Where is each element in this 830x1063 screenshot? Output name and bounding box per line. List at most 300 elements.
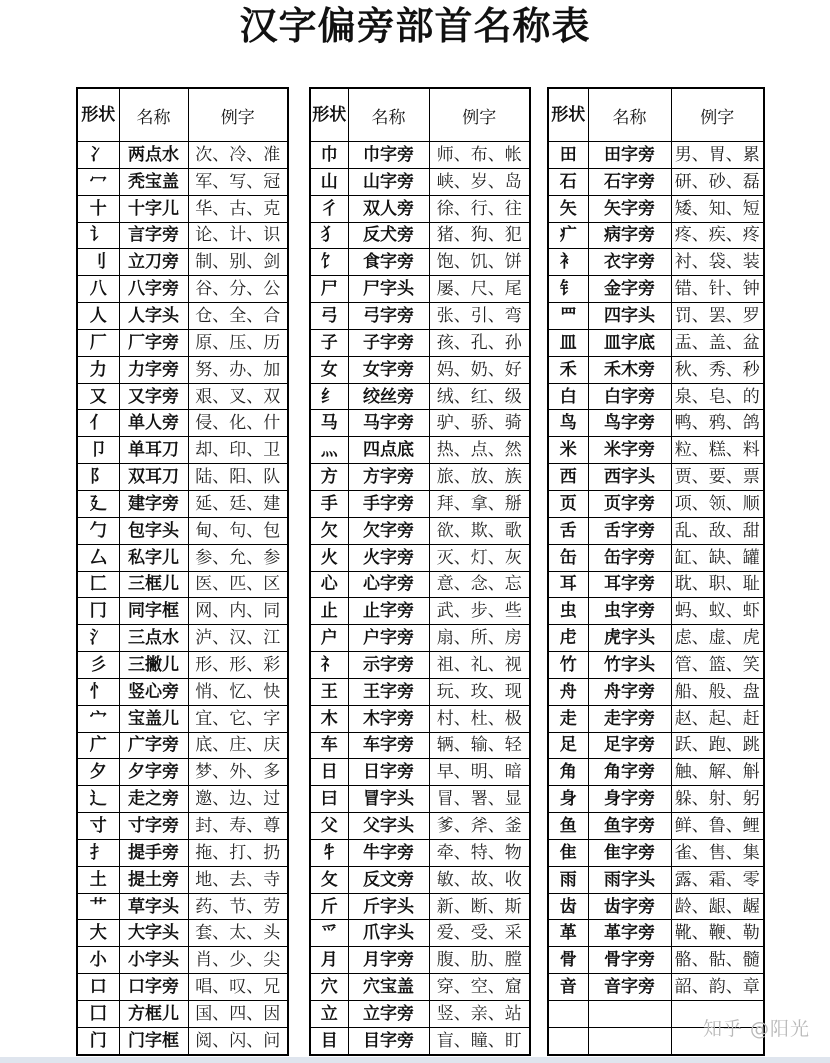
radical-name: 西字头 xyxy=(588,464,671,491)
table-row xyxy=(310,598,530,625)
radical-shape: 子 xyxy=(310,329,348,356)
radical-shape: 缶 xyxy=(548,544,588,571)
table-row xyxy=(77,356,288,383)
table-row xyxy=(310,974,530,1001)
table-row xyxy=(548,974,764,1001)
table-row xyxy=(548,571,764,598)
table-row xyxy=(548,356,764,383)
radical-name: 寸字旁 xyxy=(119,813,188,840)
radical-shape: 西 xyxy=(548,464,588,491)
radical-name: 厂字旁 xyxy=(119,329,188,356)
radical-name: 言字旁 xyxy=(119,222,188,249)
table-row xyxy=(310,866,530,893)
radical-name: 欠字旁 xyxy=(348,517,429,544)
table-row xyxy=(548,464,764,491)
radical-shape: 力 xyxy=(77,356,119,383)
table-row xyxy=(548,222,764,249)
radical-name: 同字框 xyxy=(119,598,188,625)
radical-name: 私字儿 xyxy=(119,544,188,571)
radical-examples: 龄、龈、龌 xyxy=(671,893,764,920)
header-examples: 例字 xyxy=(188,88,288,142)
table-row xyxy=(77,249,288,276)
watermark: 知乎 @阳光 xyxy=(702,1018,810,1040)
radical-shape: 户 xyxy=(310,625,348,652)
radical-name: 禾木旁 xyxy=(588,356,671,383)
radical-examples: 拖、打、扔 xyxy=(188,839,288,866)
table-row xyxy=(77,1027,288,1054)
radical-shape: 王 xyxy=(310,678,348,705)
radical-examples: 徐、行、往 xyxy=(429,195,530,222)
radical-shape: 米 xyxy=(548,437,588,464)
table-row xyxy=(548,678,764,705)
radical-examples: 缸、缺、罐 xyxy=(671,544,764,571)
radical-shape: 广 xyxy=(77,732,119,759)
table-row xyxy=(548,732,764,759)
table-header-row xyxy=(77,88,288,142)
radical-examples: 饱、饥、饼 xyxy=(429,249,530,276)
radical-shape: 犭 xyxy=(310,222,348,249)
radical-name: 门字框 xyxy=(119,1027,188,1054)
radical-shape: 八 xyxy=(77,276,119,303)
radical-shape: 舌 xyxy=(548,517,588,544)
radical-name: 病字旁 xyxy=(588,222,671,249)
radical-examples: 穿、空、窟 xyxy=(429,974,530,1001)
table-row xyxy=(310,1001,530,1028)
radical-shape: 鸟 xyxy=(548,410,588,437)
header-examples: 例字 xyxy=(429,88,530,142)
radical-name: 口字旁 xyxy=(119,974,188,1001)
radical-name: 人字头 xyxy=(119,303,188,330)
radical-shape: 疒 xyxy=(548,222,588,249)
radical-name: 山字旁 xyxy=(348,168,429,195)
table-row xyxy=(548,893,764,920)
table-row xyxy=(77,544,288,571)
radical-name: 月字旁 xyxy=(348,947,429,974)
radical-examples: 耽、职、耻 xyxy=(671,571,764,598)
radical-examples: 妈、奶、好 xyxy=(429,356,530,383)
table-row xyxy=(310,839,530,866)
radical-shape: 饣 xyxy=(310,249,348,276)
radical-name: 立刀旁 xyxy=(119,249,188,276)
radical-name: 目字旁 xyxy=(348,1027,429,1054)
radical-examples: 华、古、克 xyxy=(188,195,288,222)
table-row xyxy=(548,705,764,732)
radical-shape: 大 xyxy=(77,920,119,947)
radical-examples: 原、压、历 xyxy=(188,329,288,356)
radical-shape: 彡 xyxy=(77,652,119,679)
table-row xyxy=(548,839,764,866)
radical-name: 提土旁 xyxy=(119,866,188,893)
table-row xyxy=(548,303,764,330)
radical-examples: 陆、阳、队 xyxy=(188,464,288,491)
table-row xyxy=(310,142,530,169)
radical-name: 草字头 xyxy=(119,893,188,920)
radical-shape: 讠 xyxy=(77,222,119,249)
radical-shape: 火 xyxy=(310,544,348,571)
radical-name: 户字旁 xyxy=(348,625,429,652)
radical-name: 绞丝旁 xyxy=(348,383,429,410)
radical-examples: 邀、边、过 xyxy=(188,786,288,813)
radical-shape: 立 xyxy=(310,1001,348,1028)
radical-shape: 小 xyxy=(77,947,119,974)
radical-examples: 努、办、加 xyxy=(188,356,288,383)
radical-shape: 隹 xyxy=(548,839,588,866)
radical-shape: 虫 xyxy=(548,598,588,625)
radical-shape: 革 xyxy=(548,920,588,947)
table-row xyxy=(310,813,530,840)
radical-shape: 页 xyxy=(548,490,588,517)
radical-examples: 师、布、帐 xyxy=(429,142,530,169)
radical-name: 力字旁 xyxy=(119,356,188,383)
radical-shape: 纟 xyxy=(310,383,348,410)
radical-examples: 唱、叹、兄 xyxy=(188,974,288,1001)
table-row xyxy=(77,222,288,249)
radical-shape: 攵 xyxy=(310,866,348,893)
radical-examples: 祖、礼、视 xyxy=(429,652,530,679)
radical-name: 走之旁 xyxy=(119,786,188,813)
radical-shape: 夕 xyxy=(77,759,119,786)
radical-name: 方框儿 xyxy=(119,1001,188,1028)
radical-examples: 旅、放、族 xyxy=(429,464,530,491)
radical-name: 竖心旁 xyxy=(119,678,188,705)
radical-examples: 粒、糕、料 xyxy=(671,437,764,464)
table-row xyxy=(310,329,530,356)
page-title: 汉字偏旁部首名称表 xyxy=(239,4,591,48)
table-row xyxy=(310,678,530,705)
radical-shape: 十 xyxy=(77,195,119,222)
radical-shape: 忄 xyxy=(77,678,119,705)
table-row xyxy=(310,571,530,598)
radical-name: 穴宝盖 xyxy=(348,974,429,1001)
radical-name: 鸟字旁 xyxy=(588,410,671,437)
radical-name: 反文旁 xyxy=(348,866,429,893)
table-row xyxy=(77,168,288,195)
radical-examples: 宜、它、字 xyxy=(188,705,288,732)
radical-examples: 艰、叉、双 xyxy=(188,383,288,410)
radical-shape: 骨 xyxy=(548,947,588,974)
radical-shape: 雨 xyxy=(548,866,588,893)
radical-examples: 谷、分、公 xyxy=(188,276,288,303)
radical-shape: 日 xyxy=(310,759,348,786)
bottom-bar xyxy=(0,1057,830,1063)
table-row xyxy=(310,195,530,222)
radical-name: 骨字旁 xyxy=(588,947,671,974)
radical-name: 又字旁 xyxy=(119,383,188,410)
radical-name: 秃宝盖 xyxy=(119,168,188,195)
radical-shape: 身 xyxy=(548,786,588,813)
radical-name: 石字旁 xyxy=(588,168,671,195)
header-shape: 形状 xyxy=(77,88,119,142)
radical-name: 子字旁 xyxy=(348,329,429,356)
radical-examples: 赵、起、赶 xyxy=(671,705,764,732)
radical-shape: 欠 xyxy=(310,517,348,544)
radical-shape: 月 xyxy=(310,947,348,974)
radical-shape: 土 xyxy=(77,866,119,893)
table-row xyxy=(77,759,288,786)
radical-name: 立字旁 xyxy=(348,1001,429,1028)
radical-shape: 宀 xyxy=(77,705,119,732)
radical-examples: 腹、肋、膛 xyxy=(429,947,530,974)
radical-name: 大字头 xyxy=(119,920,188,947)
radical-name: 竹字头 xyxy=(588,652,671,679)
radical-name: 止字旁 xyxy=(348,598,429,625)
radical-shape: 角 xyxy=(548,759,588,786)
radical-name: 三点水 xyxy=(119,625,188,652)
radical-examples: 早、明、暗 xyxy=(429,759,530,786)
radical-name: 手字旁 xyxy=(348,490,429,517)
radical-examples: 雀、售、集 xyxy=(671,839,764,866)
radical-shape: 田 xyxy=(548,142,588,169)
radical-shape: 爫 xyxy=(310,920,348,947)
radical-name: 广字旁 xyxy=(119,732,188,759)
radical-name: 父字头 xyxy=(348,813,429,840)
radical-shape: 刂 xyxy=(77,249,119,276)
radical-examples: 张、引、弯 xyxy=(429,303,530,330)
radical-name: 田字旁 xyxy=(588,142,671,169)
table-row xyxy=(310,410,530,437)
table-row xyxy=(548,786,764,813)
radical-examples: 药、节、劳 xyxy=(188,893,288,920)
radical-name: 虫字旁 xyxy=(588,598,671,625)
radical-shape: 鱼 xyxy=(548,813,588,840)
table-row xyxy=(310,490,530,517)
radical-examples: 疼、疾、疼 xyxy=(671,222,764,249)
table-row xyxy=(548,329,764,356)
radical-shape: 牜 xyxy=(310,839,348,866)
radical-examples: 靴、鞭、勒 xyxy=(671,920,764,947)
table-row xyxy=(310,732,530,759)
radical-examples: 鲜、鲁、鲤 xyxy=(671,813,764,840)
table-row xyxy=(310,222,530,249)
radical-examples: 敏、故、收 xyxy=(429,866,530,893)
table-row xyxy=(548,168,764,195)
radical-examples: 跃、跑、跳 xyxy=(671,732,764,759)
table-row xyxy=(77,652,288,679)
radical-name: 米字旁 xyxy=(588,437,671,464)
radical-examples: 牵、特、物 xyxy=(429,839,530,866)
radical-table-1 xyxy=(76,87,289,1056)
radical-name: 日字旁 xyxy=(348,759,429,786)
radical-name: 包字头 xyxy=(119,517,188,544)
radical-examples: 辆、输、轻 xyxy=(429,732,530,759)
radical-name: 舌字旁 xyxy=(588,517,671,544)
radical-name: 两点水 xyxy=(119,142,188,169)
radical-shape: 女 xyxy=(310,356,348,383)
radical-name: 齿字旁 xyxy=(588,893,671,920)
table-row xyxy=(77,329,288,356)
radical-name: 三框儿 xyxy=(119,571,188,598)
radical-name: 角字旁 xyxy=(588,759,671,786)
radical-shape: 勹 xyxy=(77,517,119,544)
table-row xyxy=(310,544,530,571)
radical-examples: 参、允、参 xyxy=(188,544,288,571)
header-name: 名称 xyxy=(119,88,188,142)
radical-examples: 矮、知、短 xyxy=(671,195,764,222)
radical-examples: 露、霜、零 xyxy=(671,866,764,893)
table-row xyxy=(77,598,288,625)
radical-examples: 次、冷、准 xyxy=(188,142,288,169)
radical-shape: 耳 xyxy=(548,571,588,598)
table-row xyxy=(548,947,764,974)
radical-examples: 韶、韵、章 xyxy=(671,974,764,1001)
radical-name: 巾字旁 xyxy=(348,142,429,169)
table-row xyxy=(77,410,288,437)
radical-examples: 底、庄、庆 xyxy=(188,732,288,759)
radical-name: 建字旁 xyxy=(119,490,188,517)
radical-name: 单耳刀 xyxy=(119,437,188,464)
header-shape: 形状 xyxy=(310,88,348,142)
radical-name: 三撇儿 xyxy=(119,652,188,679)
table-row xyxy=(310,383,530,410)
table-row xyxy=(310,249,530,276)
table-row xyxy=(548,517,764,544)
table-row xyxy=(310,437,530,464)
radical-examples: 梦、外、多 xyxy=(188,759,288,786)
radical-shape: 心 xyxy=(310,571,348,598)
radical-shape: 人 xyxy=(77,303,119,330)
radical-shape: 竹 xyxy=(548,652,588,679)
radical-shape: 音 xyxy=(548,974,588,1001)
radical-examples: 猪、狗、犯 xyxy=(429,222,530,249)
radical-name: 方字旁 xyxy=(348,464,429,491)
radical-shape: 冫 xyxy=(77,142,119,169)
radical-examples: 泸、汉、江 xyxy=(188,625,288,652)
table-row xyxy=(548,625,764,652)
radical-shape: 方 xyxy=(310,464,348,491)
radical-shape: 白 xyxy=(548,383,588,410)
radical-shape: 亻 xyxy=(77,410,119,437)
radical-examples: 侵、化、什 xyxy=(188,410,288,437)
table-row xyxy=(548,866,764,893)
radical-name: 车字旁 xyxy=(348,732,429,759)
table-row xyxy=(548,598,764,625)
radical-shape: 皿 xyxy=(548,329,588,356)
radical-name: 女字旁 xyxy=(348,356,429,383)
radical-shape: 灬 xyxy=(310,437,348,464)
radical-examples: 套、太、头 xyxy=(188,920,288,947)
radical-name: 四字头 xyxy=(588,303,671,330)
radical-name: 提手旁 xyxy=(119,839,188,866)
table-row xyxy=(548,544,764,571)
radical-shape: 冂 xyxy=(77,598,119,625)
radical-name: 耳字旁 xyxy=(588,571,671,598)
table-row xyxy=(310,705,530,732)
radical-shape: 门 xyxy=(77,1027,119,1054)
radical-shape: 扌 xyxy=(77,839,119,866)
radical-shape: 矢 xyxy=(548,195,588,222)
radical-name: 革字旁 xyxy=(588,920,671,947)
radical-examples: 军、写、冠 xyxy=(188,168,288,195)
table-row xyxy=(548,249,764,276)
radical-shape: 氵 xyxy=(77,625,119,652)
radical-name: 弓字旁 xyxy=(348,303,429,330)
radical-examples: 制、别、剑 xyxy=(188,249,288,276)
radical-examples: 封、寿、尊 xyxy=(188,813,288,840)
radical-shape: 尸 xyxy=(310,276,348,303)
table-row xyxy=(77,195,288,222)
table-row xyxy=(77,490,288,517)
radical-table-2 xyxy=(309,87,531,1056)
radical-shape: 齿 xyxy=(548,893,588,920)
radical-examples: 冒、署、显 xyxy=(429,786,530,813)
radical-name: 爪字头 xyxy=(348,920,429,947)
radical-shape: 口 xyxy=(77,974,119,1001)
radical-shape: 寸 xyxy=(77,813,119,840)
radical-name: 隹字旁 xyxy=(588,839,671,866)
table-row xyxy=(310,356,530,383)
radical-shape: 彳 xyxy=(310,195,348,222)
table-row xyxy=(77,303,288,330)
radical-name: 食字旁 xyxy=(348,249,429,276)
radical-name: 宝盖儿 xyxy=(119,705,188,732)
radical-shape xyxy=(548,1027,588,1054)
table-row xyxy=(77,893,288,920)
radical-name: 舟字旁 xyxy=(588,678,671,705)
radical-shape: 又 xyxy=(77,383,119,410)
table-row xyxy=(548,920,764,947)
radical-name: 斤字头 xyxy=(348,893,429,920)
radical-name: 鱼字旁 xyxy=(588,813,671,840)
radical-examples: 触、解、斛 xyxy=(671,759,764,786)
table-row xyxy=(77,678,288,705)
radical-shape: 囗 xyxy=(77,1001,119,1028)
radical-name: 双耳刀 xyxy=(119,464,188,491)
radical-examples: 绒、红、级 xyxy=(429,383,530,410)
radical-examples: 灭、灯、灰 xyxy=(429,544,530,571)
radical-name: 金字旁 xyxy=(588,276,671,303)
table-row xyxy=(310,786,530,813)
radical-examples: 爹、斧、釜 xyxy=(429,813,530,840)
table-row xyxy=(310,652,530,679)
radical-examples: 村、杜、极 xyxy=(429,705,530,732)
table-row xyxy=(548,142,764,169)
table-row xyxy=(548,437,764,464)
radical-examples: 秋、秀、秒 xyxy=(671,356,764,383)
radical-examples: 肖、少、尖 xyxy=(188,947,288,974)
radical-shape: 弓 xyxy=(310,303,348,330)
table-row xyxy=(548,383,764,410)
radical-name xyxy=(588,1027,671,1054)
header-name: 名称 xyxy=(588,88,671,142)
table-row xyxy=(548,276,764,303)
table-row xyxy=(77,786,288,813)
radical-name: 衣字旁 xyxy=(588,249,671,276)
table-row xyxy=(77,517,288,544)
table-row xyxy=(548,490,764,517)
table-row xyxy=(548,410,764,437)
radical-name: 雨字头 xyxy=(588,866,671,893)
radical-examples: 罚、罢、罗 xyxy=(671,303,764,330)
radical-examples: 盂、盖、盆 xyxy=(671,329,764,356)
radical-name: 单人旁 xyxy=(119,410,188,437)
radical-name: 冒字头 xyxy=(348,786,429,813)
radical-shape: 匚 xyxy=(77,571,119,598)
table-row xyxy=(310,1027,530,1054)
radical-name: 木字旁 xyxy=(348,705,429,732)
radical-examples: 国、四、因 xyxy=(188,1001,288,1028)
radical-shape: 卩 xyxy=(77,437,119,464)
radical-name: 走字旁 xyxy=(588,705,671,732)
radical-shape: 车 xyxy=(310,732,348,759)
radical-examples: 医、匹、区 xyxy=(188,571,288,598)
radical-examples: 热、点、然 xyxy=(429,437,530,464)
radical-name: 火字旁 xyxy=(348,544,429,571)
radical-examples: 延、廷、建 xyxy=(188,490,288,517)
radical-name: 足字旁 xyxy=(588,732,671,759)
radical-name: 页字旁 xyxy=(588,490,671,517)
radical-name: 身字旁 xyxy=(588,786,671,813)
radical-shape: 禾 xyxy=(548,356,588,383)
